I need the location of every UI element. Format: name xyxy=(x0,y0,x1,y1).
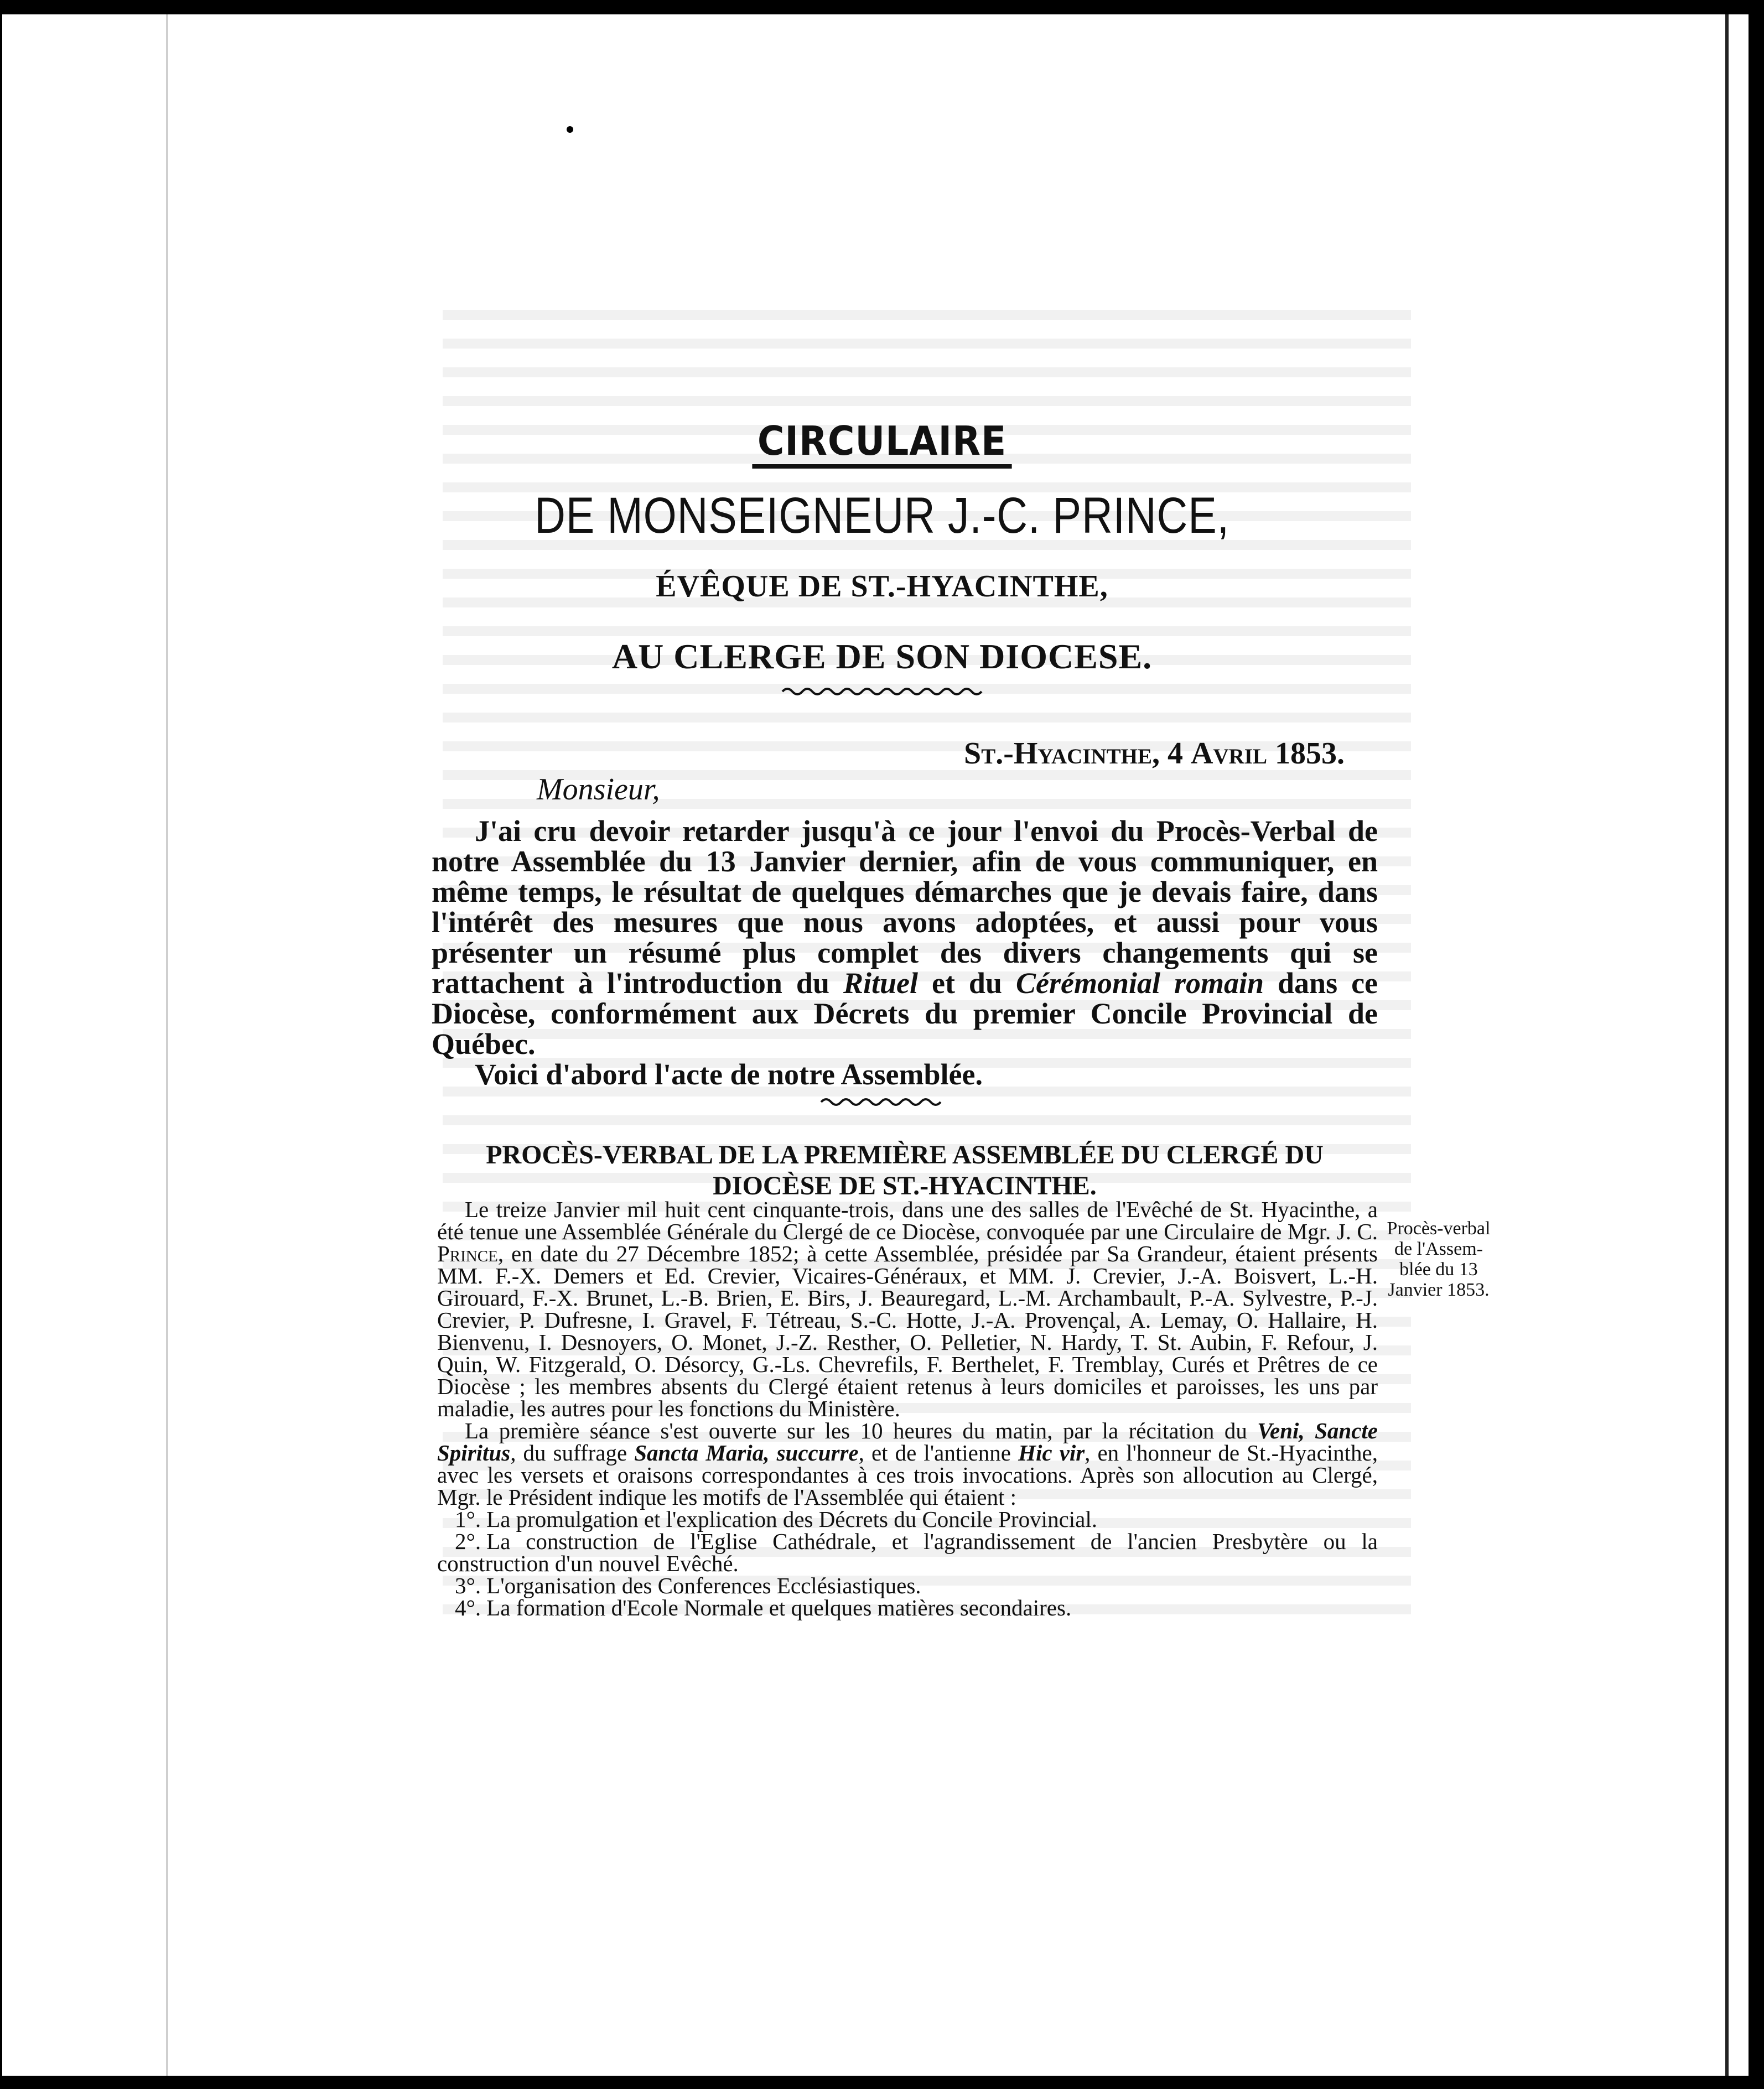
dateline-year: 1853. xyxy=(1275,736,1345,771)
bishop-title-heading: ÉVÊQUE DE ST.-HYACINTHE, xyxy=(656,569,1108,604)
list-item: 4°. La formation d'Ecole Normale et quelques matières secondaires. xyxy=(455,1595,1072,1620)
letter-paragraph: Voici d'abord l'acte de notre Assemblée. xyxy=(475,1058,983,1091)
salutation: Monsieur, xyxy=(537,772,660,807)
margin-note: Procès-verbal de l'Assem- blée du 13 Janvier 1853. xyxy=(1387,1218,1491,1300)
circulaire-title: CIRCULAIRE xyxy=(71,418,1694,464)
letter-paragraph: J'ai cru devoir retarder jusqu'à ce jour l'envoi du Procès-Verbal de notre Assemblée du 13 Janvier dernier, afin de vous communiquer, en même temps, le résultat de quelques démarches que je devais faire, dans l'intérêt des mesures que nous avons adoptées, et aussi pour vous présenter un résumé plus complet des divers changements qui se rattachent à l'introduction du Rituel et du Cérémonial romain dans ce Diocèse, conformément aux Décrets du premier Concile Provincial de Québec. xyxy=(432,814,1378,1061)
proces-verbal-title: PROCÈS-VERBAL DE LA PREMIÈRE ASSEMBLÉE DU CLERGÉ DU DIOCÈSE DE ST.-HYACINTHE. xyxy=(486,1140,1324,1201)
scan-border-top xyxy=(0,0,1764,14)
pv-paragraph: La première séance s'est ouverte sur les 10 heures du matin, par la récitation du Veni, Sancte Spiritus, du suffrage Sancta Maria, succurre, et de l'antienne Hic vir, en l'honneur de St.-Hyacinthe, avec les versets et oraisons correspondantes à ces trois invocations. Après son allocution au Clergé, Mgr. le Président indique les motifs de l'Assemblée qui étaient : xyxy=(437,1418,1378,1510)
dateline-place: St.-Hyacinthe, xyxy=(964,736,1160,771)
prince-name: Prince xyxy=(437,1241,498,1266)
scan-border-right xyxy=(1749,0,1764,2089)
veni-sancte: Veni, Sancte Spiritus xyxy=(437,1418,1378,1466)
ink-speck xyxy=(567,126,573,133)
scan-border-left xyxy=(0,0,2,2089)
scan-border-bottom xyxy=(0,2076,1764,2089)
proces-verbal-body xyxy=(437,1198,1378,1619)
addressee-heading: AU CLERGE DE SON DIOCESE. xyxy=(611,637,1153,676)
motifs-list xyxy=(437,1508,1378,1619)
list-item: 2°. La construction de l'Eglise Cathédrale, et l'agrandissement de l'ancien Presbytère ou la construction d'un nouvel Evêché. xyxy=(437,1529,1378,1576)
ornamental-rule xyxy=(0,685,1764,701)
letter-body xyxy=(432,816,1378,1090)
ceremonial-title: Cérémonial romain xyxy=(1015,966,1264,1000)
page-fold-line xyxy=(166,14,168,2076)
sancta-maria: Sancta Maria, succurre xyxy=(634,1440,859,1466)
dateline-day: 4 xyxy=(1168,736,1184,771)
bishop-name-heading: DE MONSEIGNEUR J.-C. PRINCE, xyxy=(535,487,1229,544)
ornamental-rule xyxy=(0,1095,1764,1111)
dateline-month: Avril xyxy=(1191,736,1267,771)
hic-vir: Hic vir xyxy=(1018,1440,1085,1466)
dateline xyxy=(964,736,1345,771)
pv-paragraph: Le treize Janvier mil huit cent cinquante-trois, dans une des salles de l'Evêché de St. Hyacinthe, a été tenue une Assemblée Générale du Clergé de ce Diocèse, convoquée par une Circulaire de Mgr. J. C. Prince, en date du 27 Décembre 1852; à cette Assemblée, présidée par Sa Grandeur, étaient présents MM. F.-X. Demers et Ed. Crevier, Vicaires-Généraux, et MM. J. Crevier, J.-A. Boisvert, L.-H. Girouard, F.-X. Brunet, L.-B. Brien, E. Birs, J. Beauregard, L.-M. Archambault, P.-A. Sylvestre, P.-J. Crevier, P. Dufresne, I. Gravel, F. Tétreau, S.-C. Hotte, J.-A. Provençal, A. Lemay, O. Hallaire, H. Bienvenu, I. Desnoyers, O. Monet, J.-Z. Resther, O. Pelletier, N. Hardy, T. St. Aubin, F. Refour, J. Quin, W. Fitzgerald, O. Désorcy, G.-Ls. Chevrefils, F. Berthelet, F. Tremblay, Curés et Prêtres de ce Diocèse ; les membres absents du Clergé étaient retenus à leurs domiciles et paroisses, les uns par maladie, les autres pour les fonctions du Ministère. xyxy=(437,1197,1378,1421)
list-item: 3°. L'organisation des Conferences Ecclésiastiques. xyxy=(455,1573,921,1598)
list-item: 1°. La promulgation et l'explication des Décrets du Concile Provincial. xyxy=(455,1506,1097,1532)
rituel-title: Rituel xyxy=(843,966,919,1000)
page-edge-shadow xyxy=(1725,14,1729,2076)
